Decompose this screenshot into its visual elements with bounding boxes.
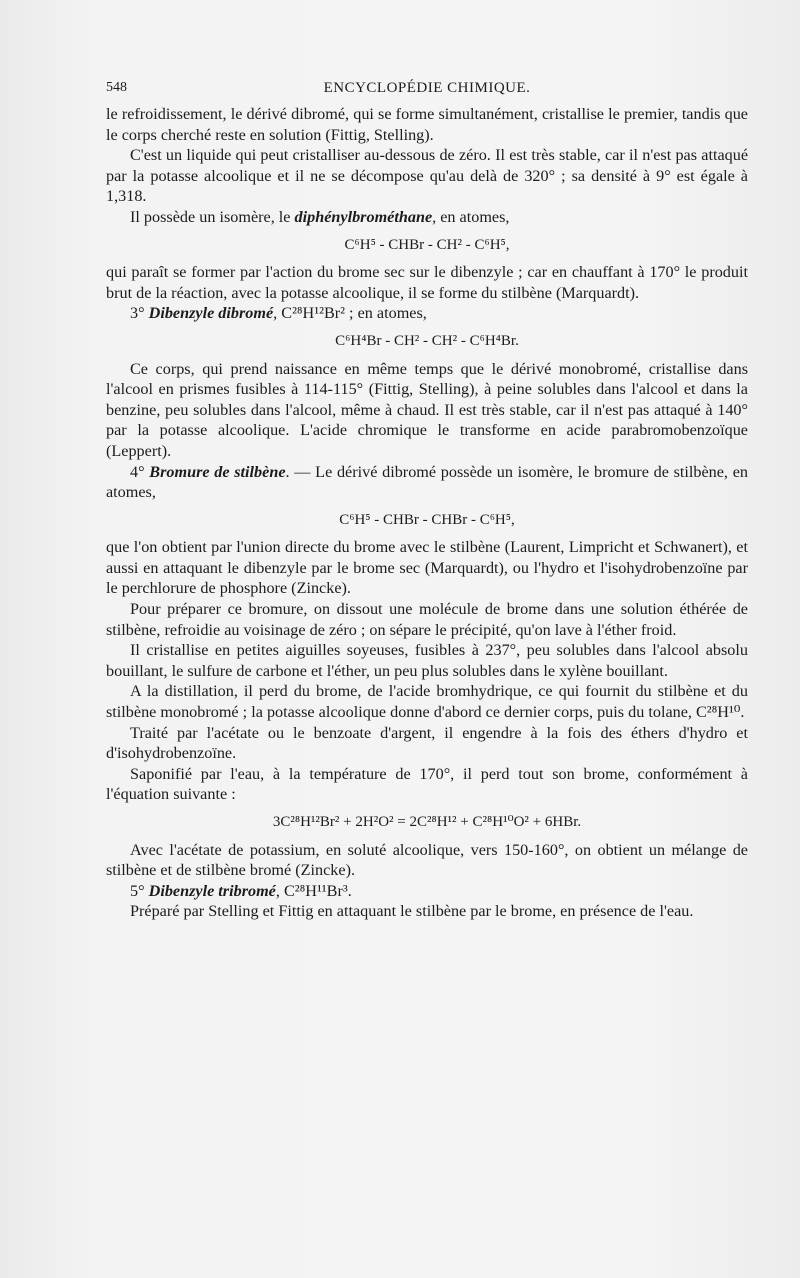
paragraph: le refroidissement, le dérivé dibromé, qui se forme simultanément, cristallise le premier, tandis que le corps cherché reste en solution (Fittig, Stelling). [106,105,748,144]
body-text [106,104,748,922]
page-number: 548 [106,80,127,95]
paragraph: que l'on obtient par l'union directe du brome avec le stilbène (Laurent, Limpricht et Schwanert), et aussi en attaquant le dibenzyle par le brome sec (Marquardt), ou l'hydro et l'isohydrobenzoïne par le perchlorure de phosphore (Zincke). [106,538,748,598]
page-header [106,80,748,100]
paragraph: Ce corps, qui prend naissance en même temps que le dérivé monobromé, cristallise dans l'alcool en prismes fusibles à 114-115° (Fittig, Stelling), à peine solubles dans l'alcool et dans la benzine, peu solubles dans l'alcool, même à chaud. Il est très stable, car il n'est pas attaqué à 140° par la potasse alcoolique. L'acide chromique le transforme en acide parabromobenzoïque (Leppert). [106,359,748,460]
paragraph: 3° Dibenzyle dibromé, C²⁸H¹²Br² ; en atomes, [130,304,427,323]
paragraph: Pour préparer ce bromure, on dissout une molécule de brome dans une solution éthérée de stilbène, refroidie au voisinage de zéro ; on sépare le précipité, qu'on lave à l'éther froid. [106,600,748,639]
formula: C⁶H⁵ - CHBr - CHBr - C⁶H⁵, [339,511,515,528]
compound-name: Dibenzyle dibromé [148,304,274,323]
paragraph: qui paraît se former par l'action du brome sec sur le dibenzyle ; car en chauffant à 170° le produit brut de la réaction, avec la potasse alcoolique, il se forme du stilbène (Marquardt). [106,263,748,302]
paragraph: A la distillation, il perd du brome, de l'acide bromhydrique, ce qui fournit du stilbène et du stilbène monobromé ; la potasse alcoolique donne d'abord ce dernier corps, puis du tolane, C²⁸H¹⁰. [106,682,748,722]
paragraph: 5° Dibenzyle tribromé, C²⁸H¹¹Br³. [130,881,352,900]
formula: C⁶H⁵ - CHBr - CH² - C⁶H⁵, [344,236,510,253]
paragraph: Il cristallise en petites aiguilles soyeuses, fusibles à 237°, peu solubles dans l'alcool absolu bouillant, le sulfure de carbone et l'éther, un peu plus solubles dans le xylène bouillant. [106,641,748,680]
running-title: ENCYCLOPÉDIE CHIMIQUE. [323,80,531,96]
paragraph: Avec l'acétate de potassium, en soluté alcoolique, vers 150-160°, on obtient un mélange de stilbène et de stilbène bromé (Zincke). [106,840,748,880]
compound-name: diphénylbrométhane [294,207,433,226]
paragraph: 4° Bromure de stilbène. — Le dérivé dibromé possède un isomère, le bromure de stilbène, en atomes, [106,462,748,502]
paragraph: C'est un liquide qui peut cristalliser au-dessous de zéro. Il est très stable, car il n'est pas attaqué par la potasse alcoolique et il ne se décompose qu'au delà de 320° ; sa densité à 9° est égale à 1,318. [106,146,748,206]
paragraph: Préparé par Stelling et Fittig en attaquant le stilbène par le brome, en présence de l'eau. [130,902,694,921]
formula: C⁶H⁴Br - CH² - CH² - C⁶H⁴Br. [335,332,519,349]
compound-name: Dibenzyle tribromé [148,881,276,900]
paragraph: Traité par l'acétate ou le benzoate d'argent, il engendre à la fois des éthers d'hydro et d'isohydrobenzoïne. [106,723,748,763]
paragraph: Saponifié par l'eau, à la température de 170°, il perd tout son brome, conformément à l'équation suivante : [106,764,748,804]
formula: 3C²⁸H¹²Br² + 2H²O² = 2C²⁸H¹² + C²⁸H¹⁰O² + 6HBr. [272,814,582,830]
compound-name: Bromure de stilbène [149,462,286,481]
paragraph: Il possède un isomère, le diphénylbrométhane, en atomes, [130,207,510,226]
